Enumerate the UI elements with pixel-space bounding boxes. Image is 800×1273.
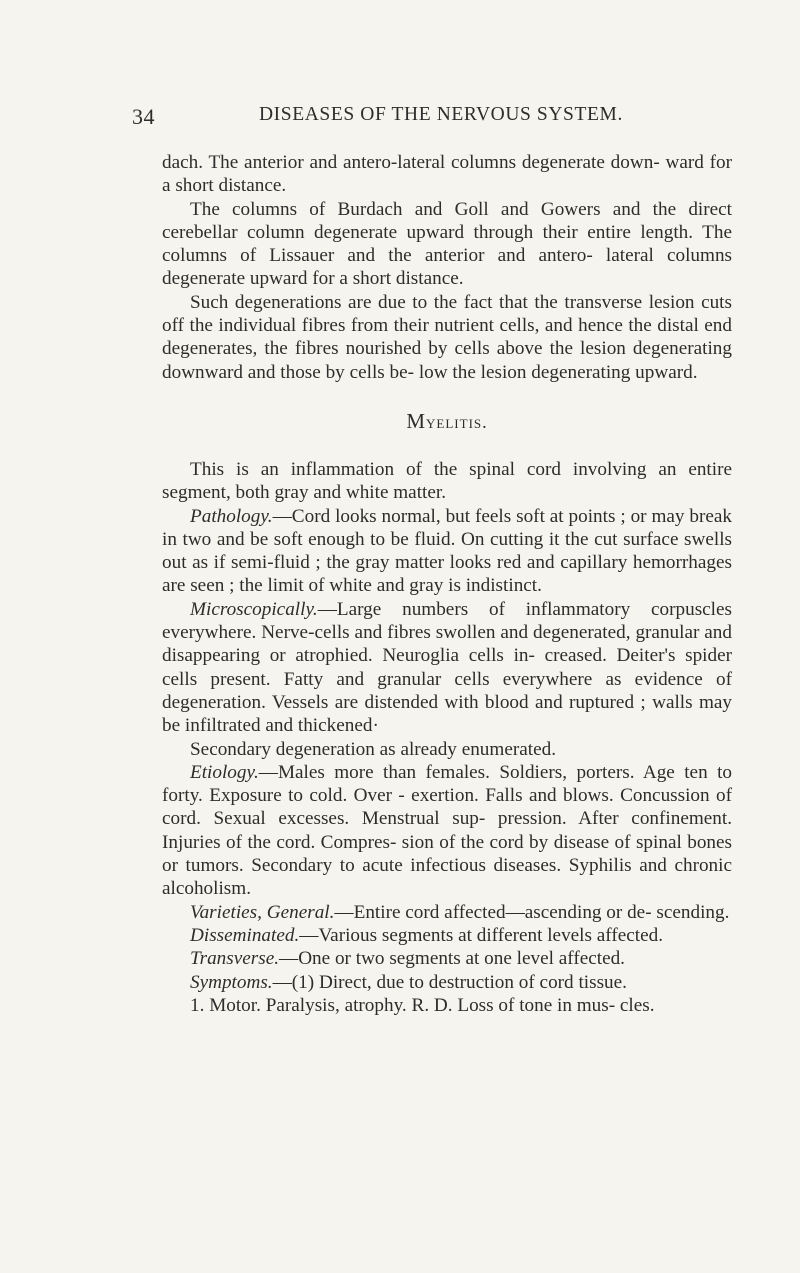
running-title: DISEASES OF THE NERVOUS SYSTEM.	[259, 104, 623, 125]
paragraph-continuation: dach. The anterior and antero-lateral columns degenerate down- ward for a short distance.	[162, 152, 732, 197]
section-title-cap: M	[406, 408, 427, 433]
paragraph-columns-upward: The columns of Burdach and Goll and Gowers and the direct cerebellar column degenerate upward through their entire length. The columns of Lissauer and the anterior and antero- lateral columns degenerate upward for a short distance.	[162, 198, 732, 290]
paragraph-intro: This is an inflammation of the spinal cord involving an entire segment, both gray and white matter.	[162, 458, 732, 504]
paragraph-microscopically	[162, 598, 732, 738]
paragraph-secondary: Secondary degeneration as already enumerated.	[190, 738, 556, 760]
etiology-label: Etiology.	[190, 761, 259, 783]
paragraph-transverse	[162, 947, 732, 970]
micro-label: Microscopically.	[190, 598, 318, 620]
varieties-text: —Entire cord affected—ascending or de- scending.	[334, 901, 730, 923]
paragraph-varieties	[162, 901, 732, 924]
disseminated-text: —Various segments at different levels affected.	[299, 924, 663, 946]
paragraph-pathology	[162, 505, 732, 598]
section-title-rest: yelitis.	[426, 411, 488, 432]
symptoms-label: Symptoms.	[190, 971, 273, 993]
etiology-text: —Males more than females. Soldiers, porters. Age ten to forty. Exposure to cold. Over - exertion. Falls and blows. Concussion of cord. Sexual excesses. Menstrual sup- pression. After confinement. Injuries of the cord. Compres- sion of the cord by disease of spinal bones or tumors. Secondary to acute infectious diseases. Syphilis and chronic alcoholism.	[162, 761, 732, 900]
section-title-myelitis	[162, 410, 732, 434]
varieties-label: Varieties, General.	[190, 901, 335, 923]
paragraph-degeneration-cause: Such degenerations are due to the fact that the transverse lesion cuts off the individual fibres from their nutrient cells, and hence the distal end degenerates, the fibres nourished by cells above the lesion degenerating downward and those by cells be- low the lesion degenerating upward.	[162, 291, 732, 383]
pathology-text: —Cord looks normal, but feels soft at points ; or may break in two and be soft enough to be fluid. On cutting it the cut surface swells out as if semi-fluid ; the gray matter looks red and capillary hemorrhages are seen ; the limit of white and gray is indistinct.	[162, 505, 732, 597]
micro-text: —Large numbers of inflammatory corpuscles everywhere. Nerve-cells and fibres swollen and degenerated, granular and disappearing or atrophied. Neuroglia cells in- creased. Deiter's spider cells present. Fatty and granular cells everywhere as evidence of degeneration. Vessels are distended with blood and ruptured ; walls may be infiltrated and thickened·	[162, 598, 732, 737]
running-head	[132, 104, 772, 134]
body-text	[162, 151, 732, 1017]
transverse-text: —One or two segments at one level affected.	[279, 948, 625, 970]
pathology-label: Pathology.	[190, 505, 273, 527]
paragraph-etiology	[162, 761, 732, 901]
disseminated-label: Disseminated.	[190, 924, 300, 946]
transverse-label: Transverse.	[190, 948, 280, 970]
symptoms-text: —(1) Direct, due to destruction of cord tissue.	[272, 971, 627, 993]
page-number: 34	[132, 104, 155, 129]
paragraph-motor: 1. Motor. Paralysis, atrophy. R. D. Loss of tone in mus- cles.	[190, 994, 655, 1016]
paragraph-disseminated	[162, 924, 732, 947]
paragraph-symptoms	[162, 971, 732, 994]
